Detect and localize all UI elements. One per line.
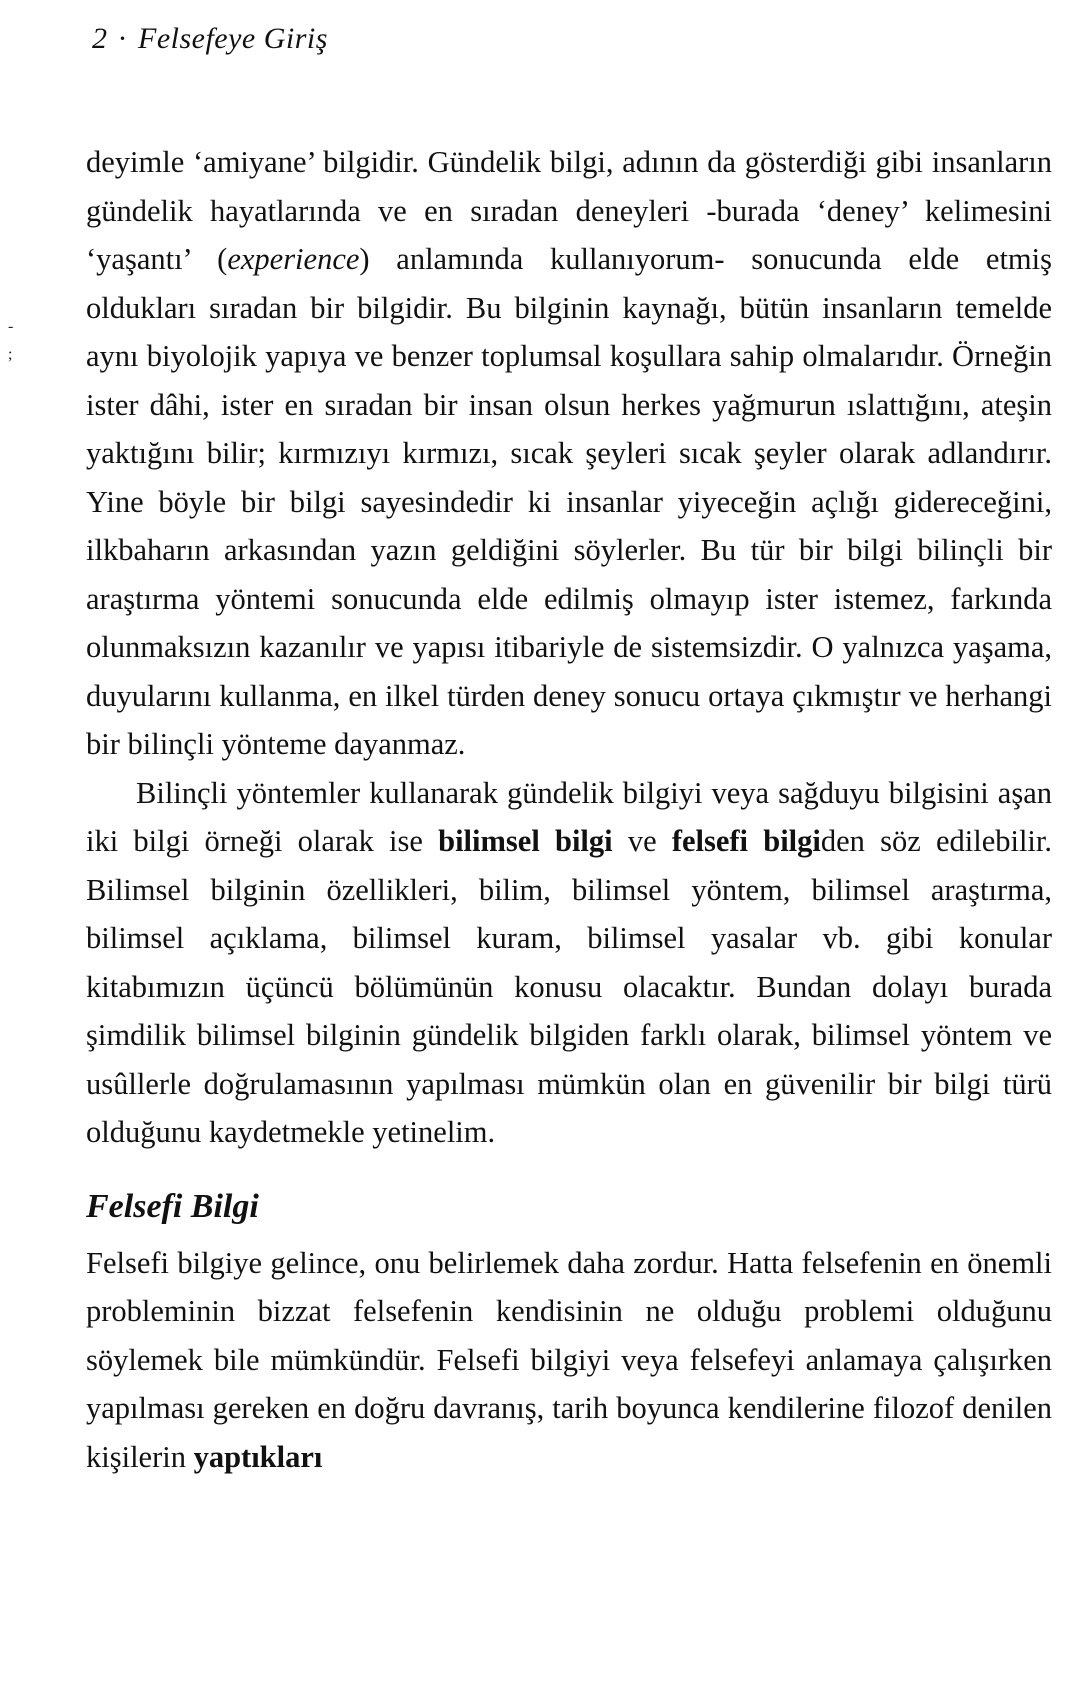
running-head [92, 22, 328, 56]
section-heading: Felsefi Bilgi [86, 1187, 259, 1225]
margin-semicolon-icon: ; [8, 346, 13, 363]
paragraph-text: deyimle ‘amiyane’ bilgidir. Gündelik bilgi, adının da gösterdiği gibi insanların gündelik hayatlarında ve en sıradan deneyleri -burada ‘deney’ kelimesini ‘yaşantı’ ( [86, 145, 1052, 276]
page-number: 2 [92, 22, 108, 55]
body-text [86, 138, 1052, 1481]
margin-tick-icon: - [8, 318, 14, 335]
paragraph-text: ve [612, 824, 672, 858]
paragraph-common-knowledge [86, 138, 1052, 769]
paragraph-text: Felsefi bilgiye gelince, onu belirlemek daha zordur. Hatta felsefenin en önemli probleminin bizzat felsefenin kendisinin ne olduğu problemi olduğunu söylemek bile mümkündür. Felsefi bilgiyi veya felsefeyi anlamaya çalışırken yapılması gereken en doğru davranış, tarih boyunca kendilerine filozof denilen kişilerin [86, 1245, 1052, 1474]
paragraph-scientific-knowledge [86, 769, 1052, 1157]
paragraph-text: den söz edilebilir. Bilimsel bilginin özellikleri, bilim, bilimsel yöntem, bilimsel araştırma, bilimsel açıklama, bilimsel kuram, bilimsel yasalar vb. gibi konular kitabımızın üçüncü bölümünün konusu olacaktır. Bundan dolayı burada şimdilik bilimsel bilginin gündelik bilgiden farklı olarak, bilimsel yöntem ve usûllerle doğrulamasının yapılması mümkün olan en güvenilir bir bilgi türü olduğunu kaydetmekle yetinelim. [86, 824, 1053, 1149]
paragraph-philosophical-knowledge [86, 1239, 1052, 1482]
book-title: Felsefeye Giriş [138, 22, 328, 55]
italic-term: experience [227, 242, 360, 276]
bold-term: yaptıkları [193, 1439, 323, 1474]
bold-term: felsefi bilgi [671, 824, 821, 858]
paragraph-text: Bilinçli yöntemler kullanarak gündelik bilgiyi veya sağduyu bilgisini aşan iki bilgi örneği olarak ise [86, 775, 1052, 858]
separator-dot: · [117, 22, 128, 55]
paragraph-text: ) anlamında kullanıyorum- sonucunda elde etmiş oldukları sıradan bir bilgidir. Bu bilginin kaynağı, bütün insanların temelde aynı biyolojik yapıya ve benzer toplumsal koşullara sahip olmalarıdır. Örneğin ister dâhi, ister en sıradan bir insan olsun herkes yağmurun ıslattığını, ateşin yaktığını bilir; kırmızıyı kırmızı, sıcak şeyleri sıcak şeyler olarak adlandırır. Yine böyle bir bilgi sayesindedir ki insanlar yiyeceğin açlığı gidereceğini, ilkbaharın arkasından yazın geldiğini söylerler. Bu tür bir bilgi bilinçli bir araştırma yöntemi sonucunda elde edilmiş olmayıp ister istemez, farkında olunmaksızın kazanılır ve yapısı itibariyle de sistemsizdir. O yalnızca yaşama, duyularını kullanma, en ilkel türden deney sonucu ortaya çıkmıştır ve herhangi bir bilinçli yönteme dayanmaz. [86, 242, 1052, 761]
bold-term: bilimsel bilgi [438, 824, 613, 858]
